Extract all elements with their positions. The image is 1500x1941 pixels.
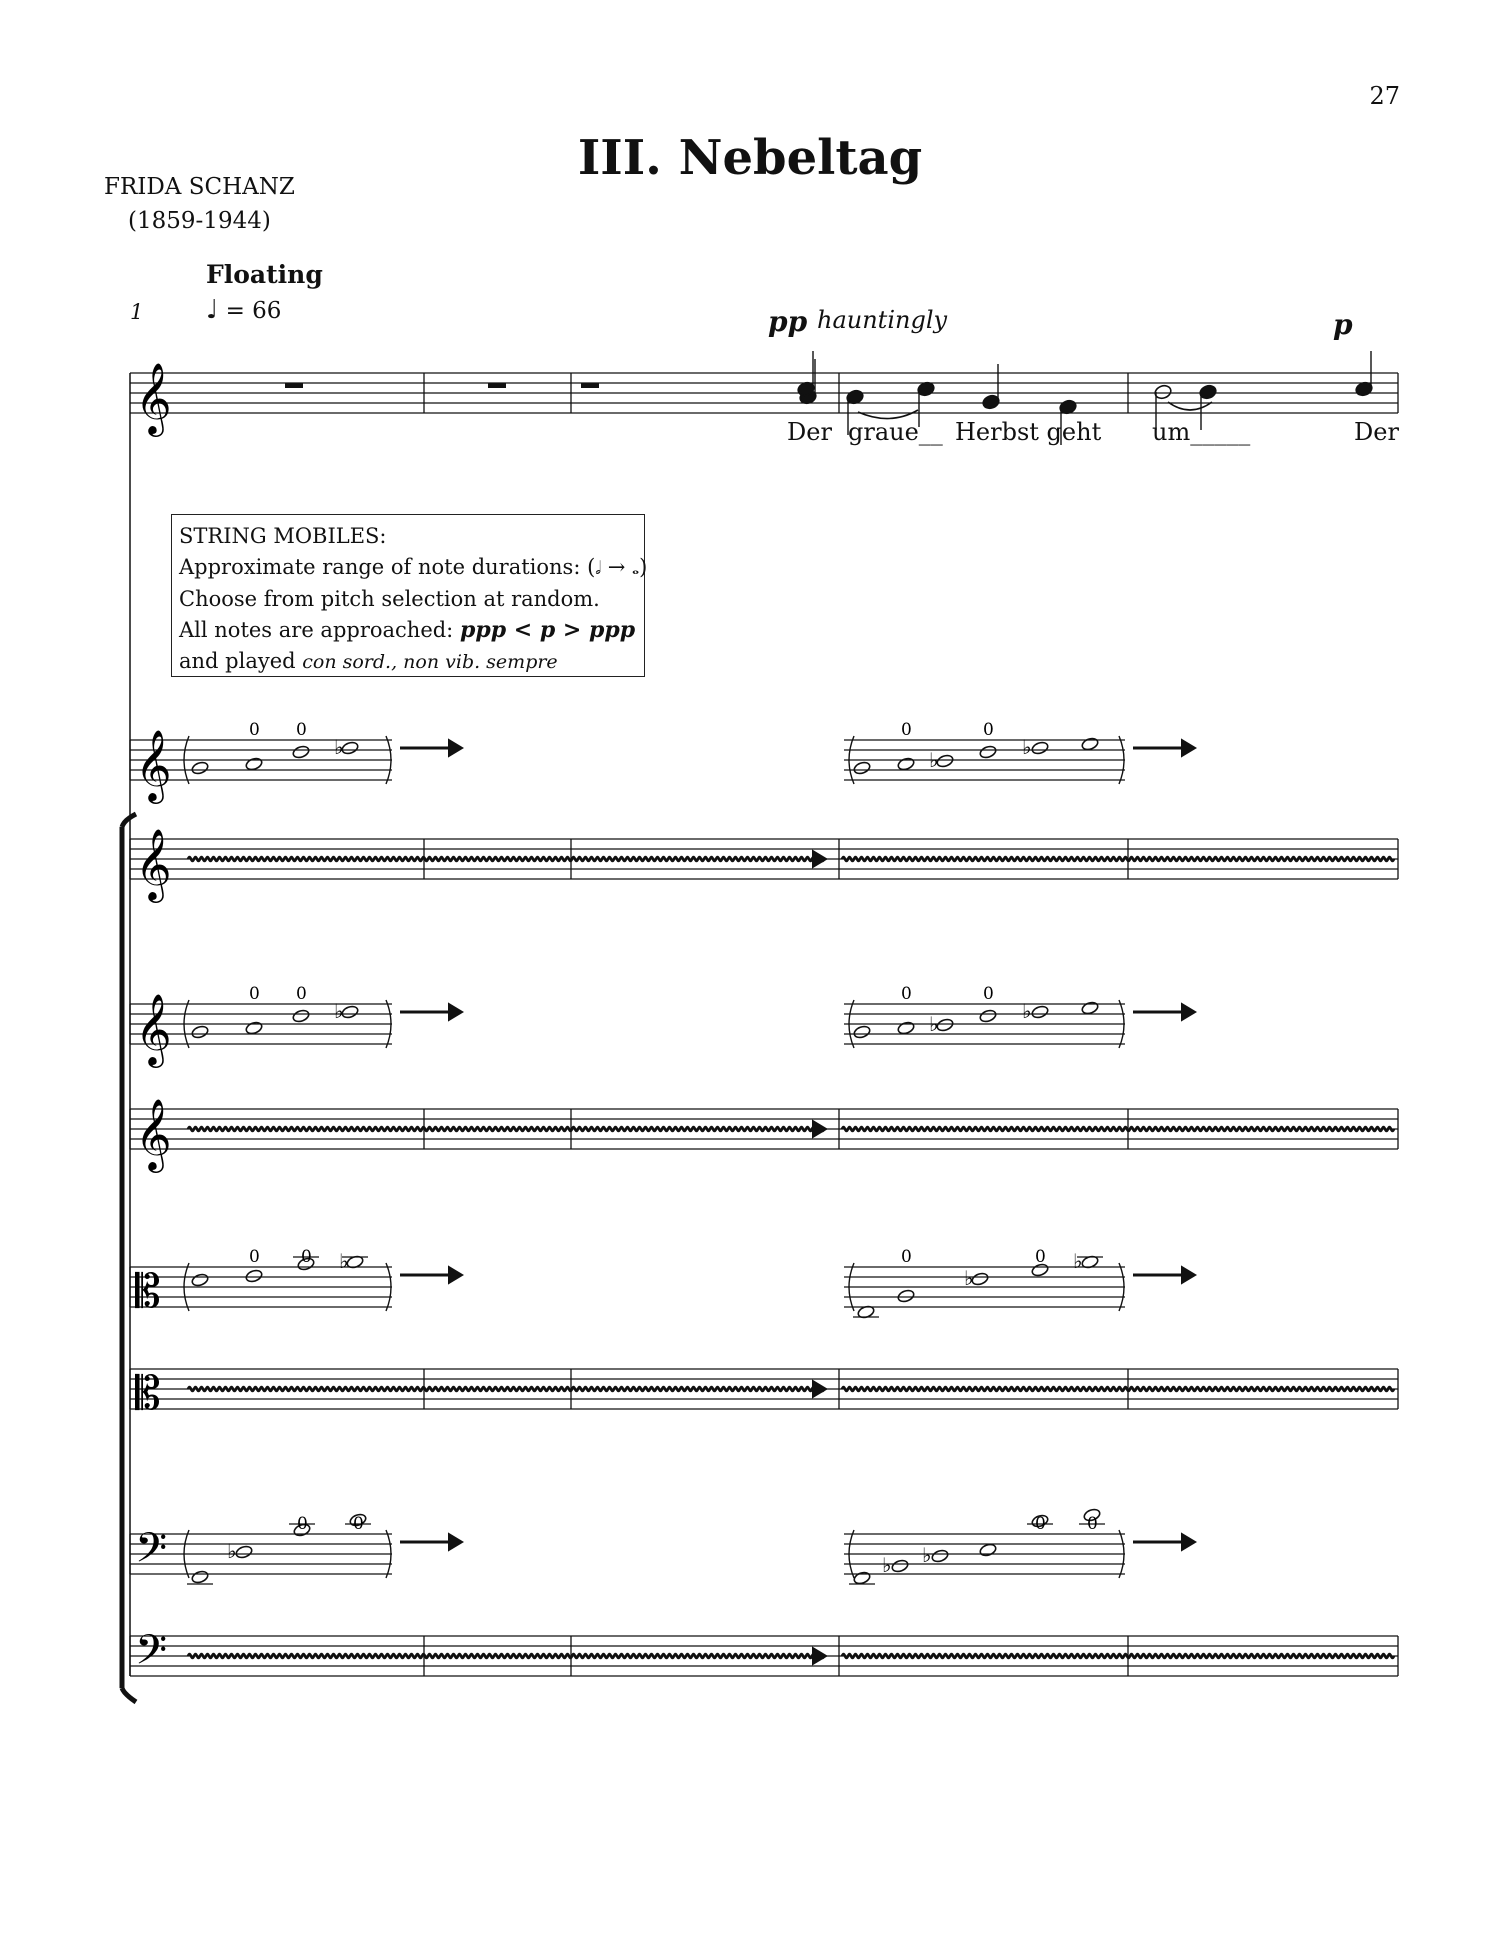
flat-icon: ♭ (929, 748, 939, 772)
continuation-arrow-icon (448, 1265, 464, 1284)
expression-marking: hauntingly (817, 306, 948, 334)
whole-note (931, 1549, 949, 1564)
flat-icon: ♭ (334, 735, 344, 759)
lyric-syllable: graue__ (848, 418, 943, 446)
page-number: 27 (1369, 82, 1400, 110)
whole-note (245, 1269, 263, 1284)
open-string-mark: 0 (983, 720, 994, 740)
whole-note (1031, 1005, 1049, 1020)
flat-icon: ♭ (882, 1553, 892, 1577)
open-string-mark: 0 (353, 1514, 364, 1534)
staff-lines (130, 373, 1398, 1676)
movement-title: III. Nebeltag (577, 130, 923, 186)
flat-icon: ♭ (922, 1543, 932, 1567)
continuation-arrow-icon (1181, 1532, 1197, 1551)
open-string-mark: 0 (296, 720, 307, 740)
dynamic-pp: pp (768, 305, 808, 338)
instructions-line: and played con sord., non vib. sempre (179, 649, 558, 673)
tremolo-line (188, 1387, 824, 1391)
whole-note (897, 1021, 915, 1036)
rest-icon (581, 383, 599, 388)
whole-note (979, 1543, 997, 1558)
continuation-arrow-icon (1181, 738, 1197, 757)
open-string-mark: 0 (1035, 1514, 1046, 1534)
lyric-syllable: Herbst geht (955, 418, 1102, 446)
mobile-pitch-cells (184, 720, 1124, 1585)
whole-note (1081, 1001, 1099, 1016)
voice-notes (285, 351, 1374, 445)
continuation-arrow-icon (448, 738, 464, 757)
whole-note (245, 757, 263, 772)
whole-note (979, 1009, 997, 1024)
whole-note (853, 1025, 871, 1040)
lyric-syllable: Der (1354, 418, 1399, 446)
tremolo-line (842, 1387, 1394, 1391)
flat-icon: ♭ (929, 1012, 939, 1036)
tremolo-line (188, 1654, 824, 1658)
open-string-mark: 0 (301, 1247, 312, 1267)
alto-clef-icon: 𝄡 (135, 1264, 161, 1318)
open-string-mark: 0 (1087, 1514, 1098, 1534)
flat-icon: ♭ (1073, 1249, 1083, 1273)
whole-note (341, 1005, 359, 1020)
tremolo-line (842, 1127, 1394, 1131)
whole-note (979, 745, 997, 760)
whole-note (1081, 737, 1099, 752)
open-string-mark: 0 (901, 984, 912, 1004)
alto-clef-icon: 𝄡 (135, 1366, 161, 1420)
flat-icon: ♭ (964, 1266, 974, 1290)
continuation-arrow-icon (448, 1002, 464, 1021)
whole-note (891, 1559, 909, 1574)
tremolo-line (188, 1127, 824, 1131)
dynamic-p: p (1333, 308, 1353, 341)
continuation-arrow-icon (812, 1379, 828, 1398)
flat-icon: ♭ (227, 1539, 237, 1563)
whole-note (191, 1273, 209, 1288)
tremolo-line (842, 1654, 1394, 1658)
treble-clef-icon: 𝄞 (135, 827, 172, 900)
instructions-line: Choose from pitch selection at random. (179, 587, 600, 611)
tremolo-line (188, 857, 824, 861)
whole-note (853, 761, 871, 776)
poet-name: FRIDA SCHANZ (104, 174, 295, 200)
flat-icon: ♭ (334, 999, 344, 1023)
flat-icon: ♭ (1022, 735, 1032, 759)
whole-note (936, 1018, 954, 1033)
whole-note (292, 1009, 310, 1024)
whole-note (853, 1571, 871, 1586)
whole-note (1031, 741, 1049, 756)
open-string-mark: 0 (249, 720, 260, 740)
clefs (135, 361, 172, 1684)
open-string-mark: 0 (1035, 1247, 1046, 1267)
continuation-arrow-icon (1181, 1265, 1197, 1284)
open-string-mark: 0 (296, 984, 307, 1004)
open-string-mark: 0 (297, 1514, 308, 1534)
whole-note (245, 1021, 263, 1036)
tremolo-line (842, 857, 1394, 861)
whole-note (971, 1272, 989, 1287)
treble-clef-icon: 𝄞 (135, 728, 172, 801)
continuation-arrow-icon (1181, 1002, 1197, 1021)
rest-icon (488, 383, 506, 388)
instructions-heading: STRING MOBILES: (179, 524, 387, 548)
open-string-mark: 0 (901, 720, 912, 740)
whole-note (292, 745, 310, 760)
whole-note (897, 1289, 915, 1304)
bass-clef-icon: 𝄢 (135, 1524, 168, 1582)
treble-clef-icon: 𝄞 (135, 992, 172, 1065)
flat-icon: ♭ (1022, 999, 1032, 1023)
rest-icon (285, 383, 303, 388)
treble-clef-icon: 𝄞 (135, 361, 172, 434)
continuation-arrow-icon (812, 1646, 828, 1665)
slur (858, 410, 918, 419)
tremolo-squiggles (188, 738, 1394, 1665)
lyric-syllable: um_____ (1152, 418, 1251, 446)
whole-note (191, 761, 209, 776)
flat-icon: ♭ (339, 1249, 349, 1273)
whole-note (936, 754, 954, 769)
dynamic-hairpin-text: ppp < p > ppp (459, 617, 636, 643)
metronome-value: = 66 (225, 298, 282, 324)
open-string-mark: 0 (901, 1247, 912, 1267)
treble-clef-icon: 𝄞 (135, 1097, 172, 1170)
continuation-arrow-icon (812, 1119, 828, 1138)
whole-note (235, 1545, 253, 1560)
whole-note (341, 741, 359, 756)
system-bracket (122, 373, 136, 1702)
whole-note (897, 757, 915, 772)
instructions-line: All notes are approached: ppp < p > ppp (179, 617, 636, 643)
open-string-mark: 0 (249, 984, 260, 1004)
lyric-syllable: Der (787, 418, 832, 446)
open-string-mark: 0 (249, 1247, 260, 1267)
open-string-mark: 0 (983, 984, 994, 1004)
measure-number: 1 (130, 300, 144, 324)
continuation-arrow-icon (812, 849, 828, 868)
system-bracket-icon (122, 814, 136, 1702)
tempo-word: Floating (206, 260, 323, 289)
quarter-note-icon: ♩ (206, 295, 219, 325)
whole-note (191, 1570, 209, 1585)
continuation-arrow-icon (448, 1532, 464, 1551)
poet-dates: (1859-1944) (128, 208, 271, 234)
whole-note (191, 1025, 209, 1040)
duration-range-icon: (𝅗𝅥 → 𝅝) (587, 555, 648, 579)
bass-clef-icon: 𝄢 (135, 1626, 168, 1684)
instructions-line: Approximate range of note durations: (𝅗𝅥 → 𝅝) (179, 555, 648, 579)
